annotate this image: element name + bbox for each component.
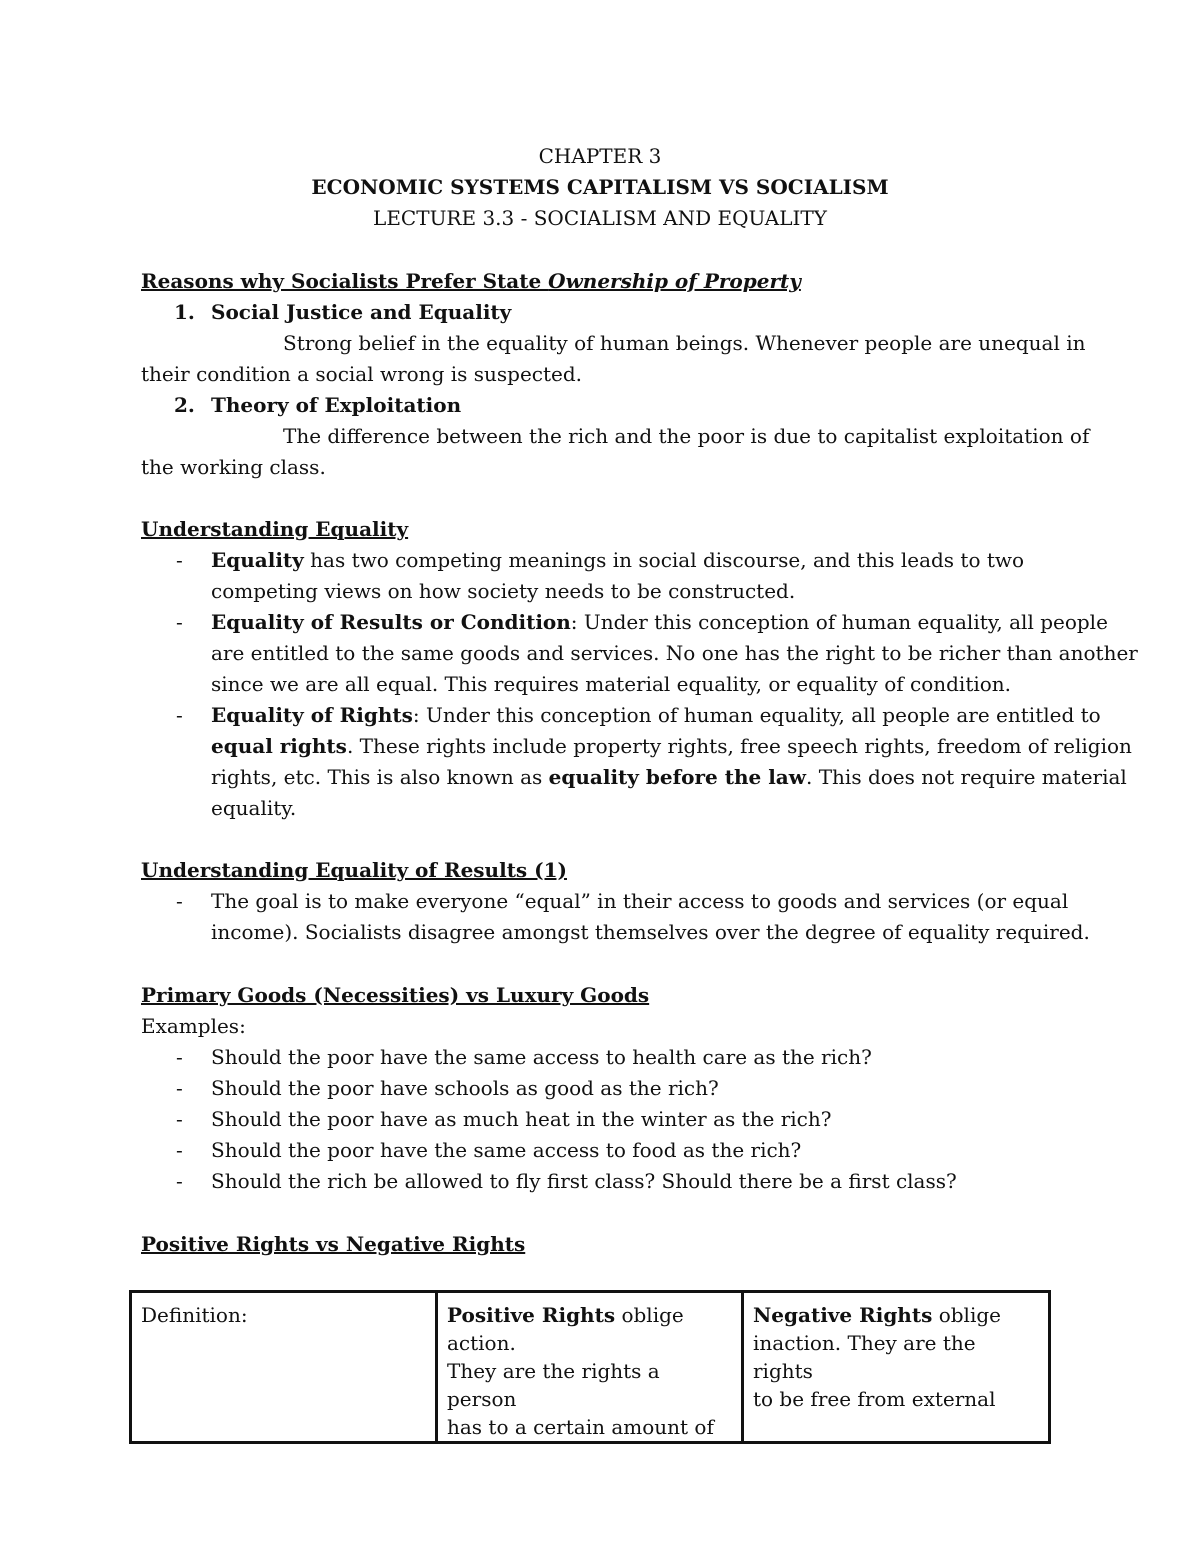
- bullet-dash: -: [176, 889, 183, 913]
- bullet-text-line: [211, 700, 1101, 731]
- bullet-text-line: income). Socialists disagree amongst themselves over the degree of equality required.: [211, 920, 1090, 944]
- reason-text-line: their condition a social wrong is suspected.: [141, 362, 583, 386]
- reason-text-line: the working class.: [141, 455, 326, 479]
- cell-text: inaction. They are the rights: [753, 1331, 976, 1383]
- reasons-heading-italic: Ownership of Property: [548, 269, 801, 293]
- reason-text-line: The difference between the rich and the poor is due to capitalist exploitation of: [283, 424, 1090, 448]
- understanding-equality-heading: Understanding Equality: [141, 517, 409, 541]
- list-item: Should the poor have schools as good as the rich?: [211, 1076, 719, 1100]
- bullet-text: : Under this conception of human equality, all people are entitled to: [412, 703, 1101, 727]
- bold-term: Equality: [211, 548, 304, 572]
- reason-text-line: Strong belief in the equality of human beings. Whenever people are unequal in: [283, 331, 1086, 355]
- reasons-heading: [141, 266, 801, 297]
- negative-rights-cell: [743, 1292, 1050, 1443]
- bullet-dash: -: [176, 1138, 183, 1162]
- bold-term: equality before the law: [548, 765, 806, 789]
- cell-text: oblige: [932, 1303, 1001, 1327]
- rights-table: [129, 1290, 1051, 1444]
- primary-goods-heading: Primary Goods (Necessities) vs Luxury Goods: [141, 983, 650, 1007]
- bold-term: Equality of Results or Condition: [211, 610, 571, 634]
- equality-of-results-heading: Understanding Equality of Results (1): [141, 858, 567, 882]
- chapter-label: CHAPTER 3: [538, 144, 662, 168]
- rights-heading: Positive Rights vs Negative Rights: [141, 1232, 526, 1256]
- bullet-text-line: [211, 545, 1024, 576]
- reason-title-exploitation: Theory of Exploitation: [211, 393, 462, 417]
- bullet-dash: -: [176, 548, 183, 572]
- positive-rights-cell: [437, 1292, 743, 1443]
- bullet-text: : Under this conception of human equality, all people: [570, 610, 1108, 634]
- bullet-dash: -: [176, 1076, 183, 1100]
- cell-text: to be free from external: [753, 1387, 996, 1411]
- bullet-text-line: competing views on how society needs to be constructed.: [211, 579, 796, 603]
- bullet-dash: -: [176, 1107, 183, 1131]
- bold-term: Negative Rights: [753, 1303, 933, 1327]
- bullet-text-line: [211, 731, 1132, 762]
- reasons-heading-text: Reasons why Socialists Prefer State: [141, 269, 549, 293]
- list-item: Should the poor have the same access to health care as the rich?: [211, 1045, 872, 1069]
- bullet-text-line: [211, 607, 1108, 638]
- bullet-text-line: [211, 762, 1127, 793]
- bullet-text: has two competing meanings in social discourse, and this leads to two: [303, 548, 1025, 572]
- bullet-text: rights, etc. This is also known as: [211, 765, 549, 789]
- examples-label: Examples:: [141, 1014, 246, 1038]
- bullet-dash: -: [176, 610, 183, 634]
- bullet-dash: -: [176, 1169, 183, 1193]
- bold-term: Equality of Rights: [211, 703, 413, 727]
- bullet-dash: -: [176, 1045, 183, 1069]
- reason-title-social-justice: Social Justice and Equality: [211, 300, 512, 324]
- list-item: Should the poor have as much heat in the winter as the rich?: [211, 1107, 832, 1131]
- list-number: 2.: [174, 393, 195, 417]
- bullet-text: . This does not require material: [805, 765, 1127, 789]
- cell-text: oblige action.: [447, 1303, 684, 1355]
- cell-text: has to a certain amount of: [447, 1415, 714, 1439]
- bullet-text-line: since we are all equal. This requires material equality, or equality of condition.: [211, 672, 1012, 696]
- bullet-text: . These rights include property rights, free speech rights, freedom of religion: [346, 734, 1132, 758]
- bullet-text-line: are entitled to the same goods and services. No one has the right to be richer than another: [211, 641, 1138, 665]
- lecture-subtitle: LECTURE 3.3 - SOCIALISM AND EQUALITY: [373, 206, 827, 230]
- list-item: Should the rich be allowed to fly first class? Should there be a first class?: [211, 1169, 957, 1193]
- document-title: ECONOMIC SYSTEMS CAPITALISM VS SOCIALISM: [311, 175, 889, 199]
- bullet-dash: -: [176, 703, 183, 727]
- bold-term: equal rights: [211, 734, 347, 758]
- cell-text: They are the rights a person: [447, 1359, 660, 1411]
- table-row: [131, 1292, 1050, 1443]
- definition-label: Definition:: [141, 1303, 248, 1327]
- bullet-text-line: equality.: [211, 796, 297, 820]
- definition-cell: [131, 1292, 437, 1443]
- list-number: 1.: [174, 300, 195, 324]
- list-item: Should the poor have the same access to food as the rich?: [211, 1138, 802, 1162]
- bold-term: Positive Rights: [447, 1303, 616, 1327]
- bullet-text-line: The goal is to make everyone “equal” in their access to goods and services (or equal: [211, 889, 1069, 913]
